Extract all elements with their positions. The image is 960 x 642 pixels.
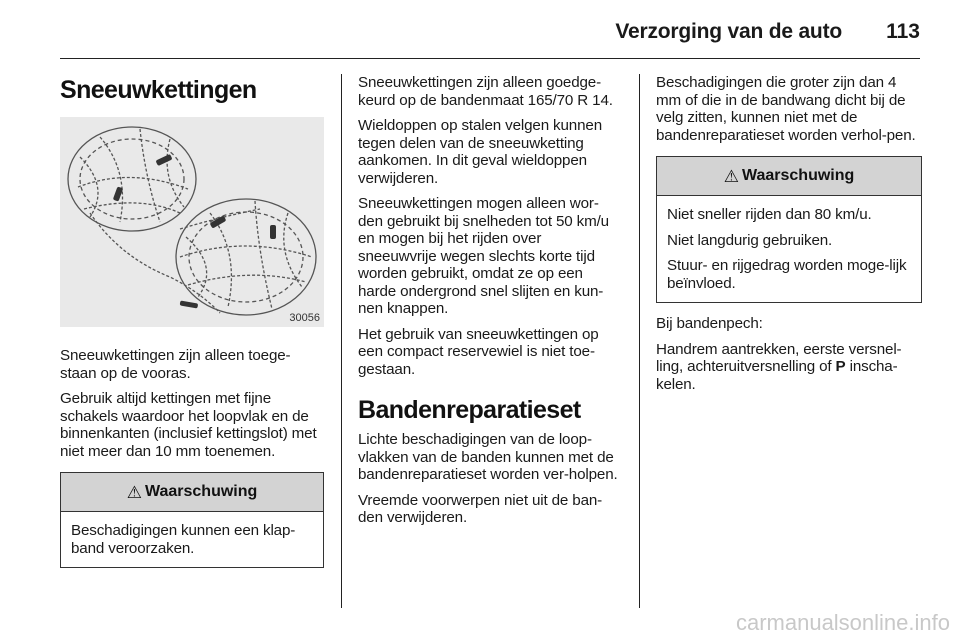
figure-code: 30056 <box>289 312 320 324</box>
warning-header <box>657 157 921 196</box>
column-2 <box>358 74 622 535</box>
paragraph: Sneeuwkettingen zijn alleen toege-staan op de vooras. <box>60 347 291 382</box>
paragraph <box>656 341 922 394</box>
warning-triangle-icon: ⚠ <box>723 166 739 186</box>
warning-text: Stuur- en rijgedrag worden moge-lijk beïnvloed. <box>667 257 907 292</box>
column-divider <box>341 74 342 608</box>
section-heading-sneeuwkettingen: Sneeuwkettingen <box>60 76 257 104</box>
warning-box <box>60 472 324 568</box>
warning-title: Waarschuwing <box>144 483 258 500</box>
paragraph: Bij bandenpech: <box>656 315 763 332</box>
warning-header <box>61 473 323 512</box>
text-segment: inscha-kelen. <box>656 358 898 393</box>
warning-title: Waarschuwing <box>741 167 855 184</box>
paragraph: Het gebruik van sneeuwkettingen op een compact reservewiel is niet toe-gestaan. <box>358 325 599 378</box>
column-1 <box>60 74 324 580</box>
warning-text: Niet langdurig gebruiken. <box>667 231 833 249</box>
watermark: carmanualsonline.info <box>735 610 950 635</box>
paragraph: Wieldoppen op stalen velgen kunnen tegen delen van de sneeuwketting aankomen. In dit geval wieldoppen verwijderen. <box>358 117 602 187</box>
paragraph: Gebruik altijd kettingen met fijne schakels waardoor het loopvlak en de binnenkanten (inclusief kettingslot) met niet meer dan 10 mm toenemen. <box>60 390 317 460</box>
warning-body <box>657 196 921 302</box>
snow-chain-drawing <box>60 117 324 327</box>
paragraph: Lichte beschadigingen van de loop-vlakken van de banden kunnen met de bandenreparatieset worden ver-holpen. <box>358 431 618 483</box>
page-number: 113 <box>886 20 920 43</box>
paragraph: Sneeuwkettingen zijn alleen goedge-keurd op de bandenmaat 165/70 R 14. <box>358 74 613 109</box>
column-divider <box>639 74 640 608</box>
text-segment: Handrem aantrekken, eerste versnel-ling, achteruitversnelling of <box>656 340 902 375</box>
warning-body <box>61 512 323 567</box>
paragraph: Sneeuwkettingen mogen alleen wor-den gebruikt bij snelheden tot 50 km/u en mogen bij het rijden over sneeuwvrije wegen slechts korte tijd worden gebruikt, omdat ze op een harde ondergrond snel slijten en kun-nen knappen. <box>358 195 609 317</box>
paragraph: Vreemde voorwerpen niet uit de ban-den verwijderen. <box>358 491 603 526</box>
column-3 <box>656 74 922 401</box>
warning-text: Beschadigingen kunnen een klap-band veroorzaken. <box>71 522 296 557</box>
gear-p-label: P <box>835 358 846 375</box>
warning-text: Niet sneller rijden dan 80 km/u. <box>667 206 872 223</box>
warning-box <box>656 156 922 303</box>
header-title: Verzorging van de auto <box>615 20 842 43</box>
snow-chain-illustration <box>60 117 324 327</box>
paragraph: Beschadigingen die groter zijn dan 4 mm of die in de bandwang dicht bij de velg zitten, kunnen niet met de bandenreparatieset worden verhol-pen. <box>656 74 916 144</box>
warning-triangle-icon: ⚠ <box>126 482 142 502</box>
section-heading-bandenreparatieset: Bandenreparatieset <box>358 396 581 424</box>
page-header <box>60 0 920 59</box>
